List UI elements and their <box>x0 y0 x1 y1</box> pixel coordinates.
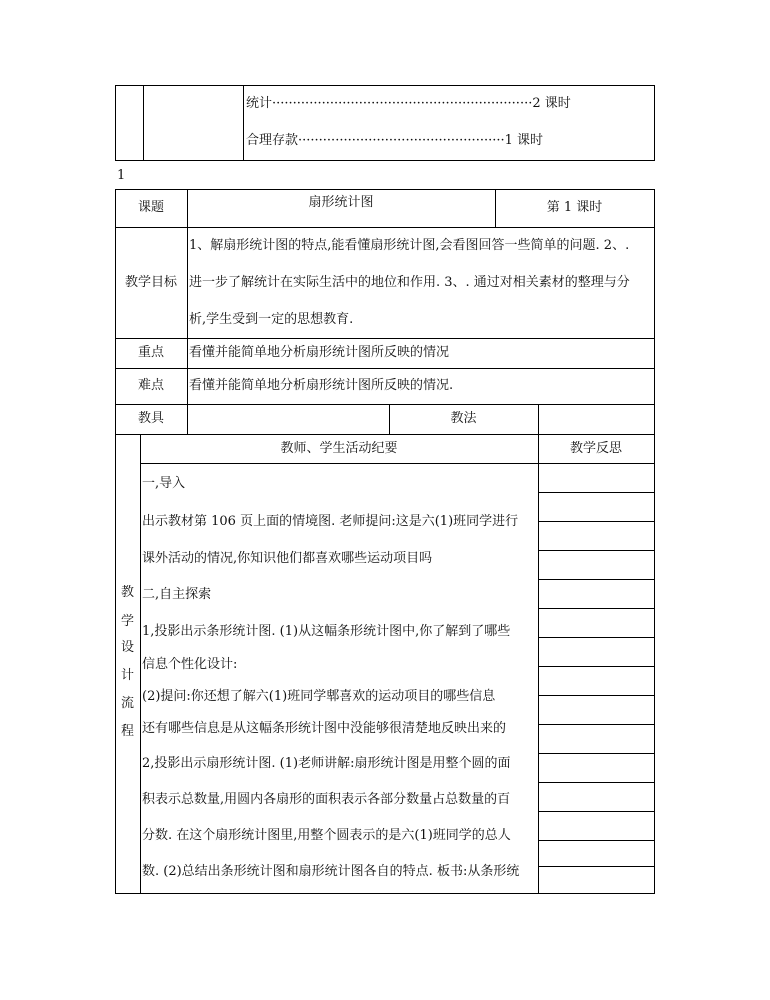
topic-label: 课题 <box>137 200 164 215</box>
activity-line: 出示教材第 106 页上面的情境图. 老师提问:这是六(1)班同学进行 <box>142 514 519 529</box>
activities-header: 教师、学生活动纪要 <box>280 441 398 456</box>
activity-line: 一,导入 <box>142 476 186 491</box>
activity-line: 还有哪些信息是从这幅条形统计图中没能够很清楚地反映出来的 <box>142 721 507 736</box>
key-point-label: 重点 <box>137 345 164 360</box>
process-side-char: 学 <box>120 614 134 629</box>
activity-line: 积表示总数量,用圆内各扇形的面积表示各部分数量占总数量的百 <box>142 792 511 807</box>
page-number: 1 <box>117 168 126 183</box>
activity-line: 二,自主探索 <box>142 587 212 602</box>
teaching-method-label: 教法 <box>450 411 477 426</box>
process-side-char: 流 <box>120 696 134 711</box>
goals-line-2: 进一步了解统计在实际生活中的地位和作用. 3、. 通过对相关素材的整理与分 <box>189 275 630 290</box>
goals-label: 教学目标 <box>124 275 177 290</box>
top-row-statistics: 统计·······························································2 课时 <box>246 96 571 111</box>
process-side-char: 设 <box>120 640 134 655</box>
activity-line: 信息个性化设计: <box>142 657 238 672</box>
difficulty-text: 看懂并能简单地分析扇形统计图所反映的情况. <box>189 378 454 393</box>
process-side-char: 教 <box>120 585 134 600</box>
process-side-char: 程 <box>120 724 134 739</box>
activity-line: 2,投影出示扇形统计图. (1)老师讲解:扇形统计图是用整个圆的面 <box>142 756 511 771</box>
activity-line: (2)提问:你还想了解六(1)班同学郫喜欢的运动项目的哪些信息 <box>142 689 496 704</box>
activity-line: 1,投影出示条形统计图. (1)从这幅条形统计图中,你了解到了哪些 <box>142 624 511 639</box>
goals-line-3: 析,学生受到一定的思想教育. <box>189 312 354 327</box>
key-point-text: 看懂并能简单地分析扇形统计图所反映的情况 <box>189 345 450 360</box>
reflection-header: 教学反思 <box>569 441 622 456</box>
difficulty-label: 难点 <box>137 378 164 393</box>
process-side-char: 计 <box>120 668 134 683</box>
teaching-tools-label: 教具 <box>137 411 164 426</box>
activity-line: 数. (2)总结出条形统计图和扇形统计图各自的特点. 板书:从条形统 <box>142 864 520 879</box>
goals-line-1: 1、解扇形统计图的特点,能看懂扇形统计图,会看图回答一些简单的问题. 2、. <box>189 238 630 253</box>
activity-line: 分数. 在这个扇形统计图里,用整个圆表示的是六(1)班同学的总人 <box>142 828 511 843</box>
activity-line: 课外活动的情况,你知识他们都喜欢哪些运动项目吗 <box>142 551 433 566</box>
lesson-period: 第 1 课时 <box>546 200 603 215</box>
lesson-title: 扇形统计图 <box>308 195 374 210</box>
top-row-savings: 合理存款··················································1 课时 <box>246 133 544 148</box>
